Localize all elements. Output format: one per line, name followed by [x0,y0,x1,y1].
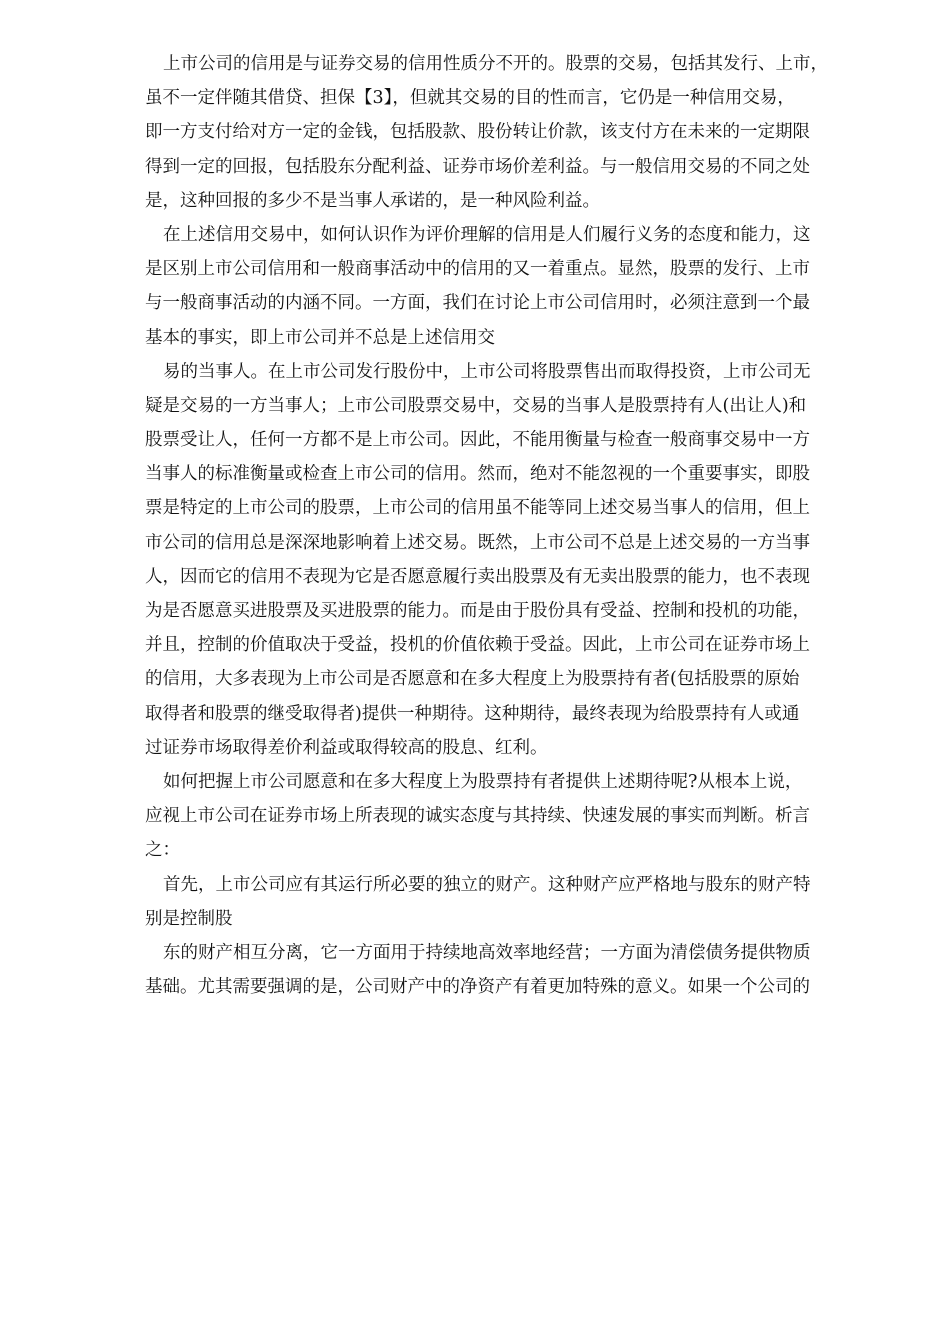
text-line: 是区别上市公司信用和一般商事活动中的信用的又一着重点。显然，股票的发行、上市 [145,259,810,280]
text-line: 疑是交易的一方当事人；上市公司股票交易中，交易的当事人是股票持有人(出让人)和 [145,395,807,416]
text-line: 市公司的信用总是深深地影响着上述交易。既然，上市公司不总是上述交易的一方当事 [145,532,810,553]
text-line: 当事人的标准衡量或检查上市公司的信用。然而，绝对不能忽视的一个重要事实，即股 [145,464,810,485]
text-line: 得到一定的回报，包括股东分配利益、证券市场价差利益。与一般信用交易的不同之处 [145,156,810,177]
text-line: 基础。尤其需要强调的是，公司财产中的净资产有着更加特殊的意义。如果一个公司的 [145,977,810,998]
text-line: 易的当事人。在上市公司发行股份中，上市公司将股票售出而取得投资，上市公司无 [163,361,811,382]
text-line: 别是控制股 [145,908,233,929]
text-line: 取得者和股票的继受取得者)提供一种期待。这种期待，最终表现为给股票持有人或通 [145,703,800,724]
text-line: 并且，控制的价值取决于受益，投机的价值依赖于受益。因此，上市公司在证券市场上 [145,635,810,656]
text-line: 基本的事实，即上市公司并不总是上述信用交 [145,327,495,348]
text-line: 人，因而它的信用不表现为它是否愿意履行卖出股票及有无卖出股票的能力，也不表现 [145,566,810,587]
text-line: 与一般商事活动的内涵不同。一方面，我们在讨论上市公司信用时，必须注意到一个最 [145,293,810,314]
text-line: 应视上市公司在证券市场上所表现的诚实态度与其持续、快速发展的事实而判断。析言 [145,806,810,827]
text-line: 即一方支付给对方一定的金钱，包括股款、股份转让价款，该支付方在未来的一定期限 [145,122,810,143]
body-text [145,47,885,1004]
text-line: 为是否愿意买进股票及买进股票的能力。而是由于股份具有受益、控制和投机的功能， [145,601,810,621]
text-line: 的信用，大多表现为上市公司是否愿意和在多大程度上为股票持有者(包括股票的原始 [145,669,800,690]
text-line: 过证券市场取得差价利益或取得较高的股息、红利。 [145,737,548,758]
text-line: 上市公司的信用是与证券交易的信用性质分不开的。股票的交易，包括其发行、上市， [163,54,828,74]
text-line: 是，这种回报的多少不是当事人承诺的，是一种风险利益。 [145,190,600,211]
text-line: 在上述信用交易中，如何认识作为评价理解的信用是人们履行义务的态度和能力，这 [163,224,811,245]
text-line: 如何把握上市公司愿意和在多大程度上为股票持有者提供上述期待呢?从根本上说， [163,771,803,792]
text-line: 票是特定的上市公司的股票，上市公司的信用虽不能等同上述交易当事人的信用，但上 [145,498,810,519]
text-line: 首先，上市公司应有其运行所必要的独立的财产。这种财产应严格地与股东的财产特 [163,874,811,895]
text-line: 东的财产相互分离，它一方面用于持续地高效率地经营；一方面为清偿债务提供物质 [163,942,811,963]
text-line: 之： [145,840,180,861]
text-line: 虽不一定伴随其借贷、担保【3】，但就其交易的目的性而言，它仍是一种信用交易， [145,88,795,109]
text-line: 股票受让人，任何一方都不是上市公司。因此，不能用衡量与检查一般商事交易中一方 [145,430,810,451]
